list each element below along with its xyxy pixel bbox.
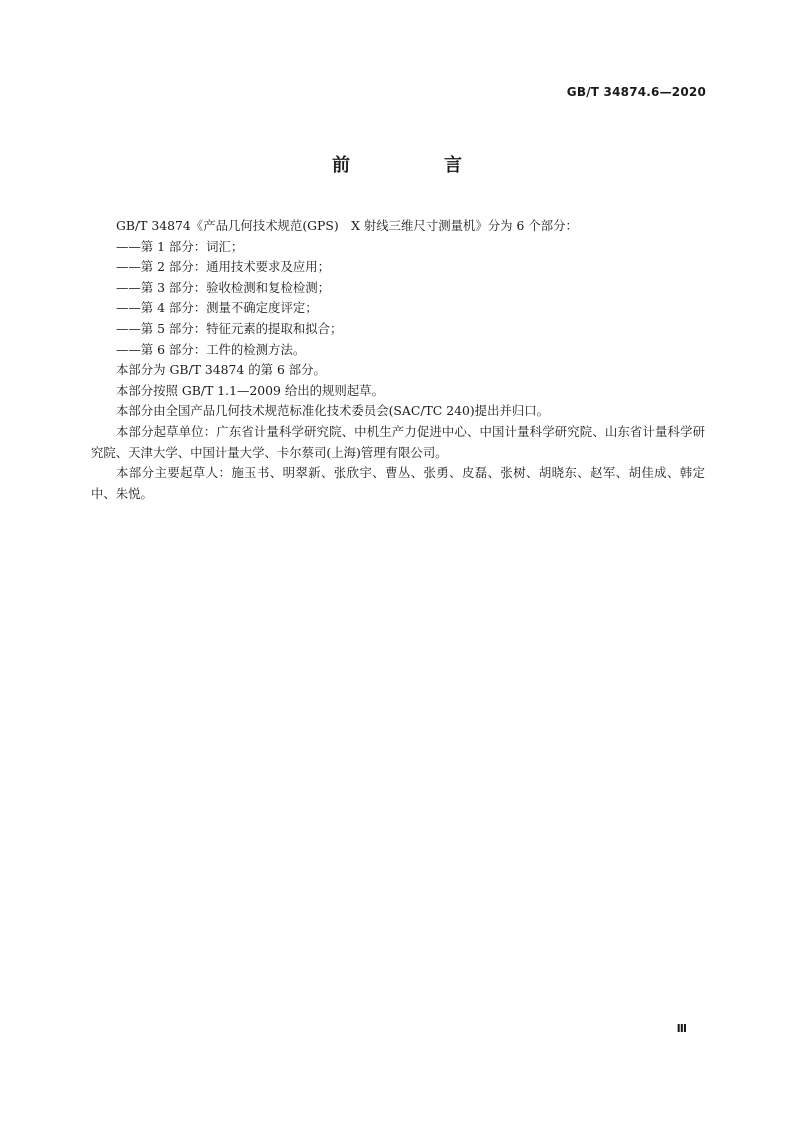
paragraph-drafting-rules: 本部分按照 GB/T 1.1—2009 给出的规则起草。 [116,382,384,398]
page-title: 前 言 [332,155,500,176]
foreword-body [91,216,705,504]
intro-paragraph: GB/T 34874《产品几何技术规范(GPS) X 射线三维尺寸测量机》分为 6 个部分： [116,218,578,233]
part-item-3: ——第 3 部分：验收检测和复检检测； [116,279,331,295]
part-item-5: ——第 5 部分：特征元素的提取和拟合； [116,320,343,336]
part-item-1: ——第 1 部分：词汇； [116,238,244,254]
part-item-4: ——第 4 部分：测量不确定度评定； [116,300,318,316]
paragraph-part-number: 本部分为 GB/T 34874 的第 6 部分。 [116,362,326,378]
part-item-2: ——第 2 部分：通用技术要求及应用； [116,259,331,275]
page-number: Ⅲ [676,1022,687,1035]
paragraph-committee: 本部分由全国产品几何技术规范标准化技术委员会(SAC/TC 240)提出并归口。 [116,403,550,419]
paragraph-drafting-units: 本部分起草单位：广东省计量科学研究院、中机生产力促进中心、中国计量科学研究院、山东省计量科学研究院、天津大学、中国计量大学、卡尔蔡司(上海)管理有限公司。 [91,423,705,460]
part-item-6: ——第 6 部分：工件的检测方法。 [116,341,306,357]
paragraph-drafters: 本部分主要起草人：施玉书、明翠新、张欣宇、曹丛、张勇、皮磊、张树、胡晓东、赵军、胡佳成、韩定中、朱悦。 [91,465,705,501]
standard-code: GB/T 34874.6—2020 [566,85,706,99]
